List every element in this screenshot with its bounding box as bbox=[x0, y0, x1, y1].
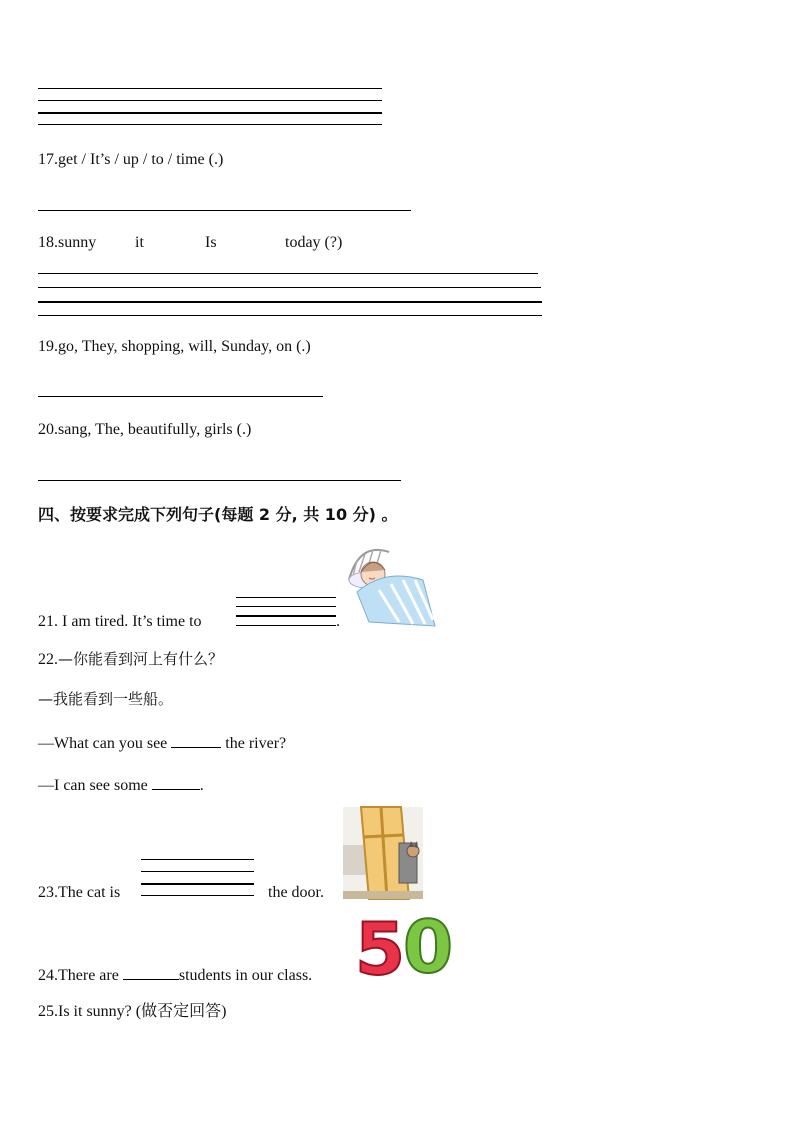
answer-line-20[interactable] bbox=[38, 480, 401, 481]
blank-input[interactable] bbox=[123, 965, 179, 980]
answer-line-21[interactable] bbox=[236, 625, 336, 626]
answer-line-17[interactable] bbox=[38, 210, 411, 211]
answer-line-23[interactable] bbox=[141, 871, 254, 872]
word-1: sunny bbox=[58, 234, 97, 251]
sentence-part: —I can see some bbox=[38, 777, 152, 794]
question-20 bbox=[38, 421, 251, 439]
period: . bbox=[336, 613, 340, 630]
chinese-question: —你能看到河上有什么？ bbox=[58, 650, 224, 668]
question-text: get / It’s / up / to / time (.) bbox=[58, 151, 224, 168]
sentence-end: the door. bbox=[268, 884, 324, 901]
answer-line[interactable] bbox=[38, 124, 382, 125]
girl-sleeping-in-bed-icon bbox=[345, 540, 435, 630]
answer-line-23[interactable] bbox=[141, 859, 254, 860]
question-text: The cat is bbox=[58, 884, 121, 901]
answer-line-23[interactable] bbox=[141, 883, 254, 885]
question-number: 25. bbox=[38, 1003, 58, 1020]
digit-5: 5 bbox=[355, 907, 406, 991]
chinese-answer: —我能看到一些船。 bbox=[38, 690, 174, 708]
question-number: 23. bbox=[38, 884, 58, 901]
blank-input[interactable] bbox=[171, 733, 221, 748]
question-number: 18. bbox=[38, 234, 58, 251]
question-text: Is it sunny? (做否定回答) bbox=[58, 1003, 227, 1020]
question-number: 22. bbox=[38, 651, 58, 668]
sentence-part: . bbox=[199, 777, 204, 794]
question-18-number bbox=[38, 234, 96, 252]
answer-line[interactable] bbox=[38, 100, 382, 101]
section-4-title: 四、按要求完成下列句子(每题 2 分, 共 10 分) 。 bbox=[38, 505, 398, 524]
word-4: today (?) bbox=[285, 234, 343, 251]
question-number: 17. bbox=[38, 151, 58, 168]
question-22-english bbox=[38, 733, 286, 753]
answer-22-english bbox=[38, 775, 204, 795]
question-text: I am tired. It’s time to bbox=[58, 613, 202, 630]
digit-0: 0 bbox=[403, 905, 454, 989]
sentence-part: —What can you see bbox=[38, 735, 172, 752]
number-50-icon bbox=[355, 905, 455, 991]
question-text: sang, The, beautifully, girls (.) bbox=[58, 421, 252, 438]
question-number: 19. bbox=[38, 338, 58, 355]
answer-line-21[interactable] bbox=[236, 597, 336, 598]
word-2: it bbox=[135, 234, 144, 251]
sentence-part: There are bbox=[58, 967, 123, 984]
word-3: Is bbox=[205, 234, 217, 251]
answer-line-18[interactable] bbox=[38, 301, 542, 303]
question-number: 21. bbox=[38, 613, 58, 630]
question-24 bbox=[38, 965, 312, 985]
sentence-part: students in our class. bbox=[178, 967, 313, 984]
sentence-part: the river? bbox=[221, 735, 287, 752]
answer-line-19[interactable] bbox=[38, 396, 323, 397]
question-text: go, They, shopping, will, Sunday, on (.) bbox=[58, 338, 311, 355]
answer-line-23[interactable] bbox=[141, 895, 254, 896]
answer-line-18[interactable] bbox=[38, 287, 541, 288]
question-21 bbox=[38, 613, 202, 631]
question-19 bbox=[38, 338, 311, 356]
question-22-chinese bbox=[38, 650, 223, 669]
answer-line-18[interactable] bbox=[38, 315, 542, 316]
answer-line-21[interactable] bbox=[236, 606, 336, 607]
question-23 bbox=[38, 884, 120, 902]
answer-line[interactable] bbox=[38, 88, 382, 89]
question-17 bbox=[38, 151, 223, 169]
question-number: 24. bbox=[38, 967, 58, 984]
question-25 bbox=[38, 1003, 226, 1021]
cat-behind-door-icon bbox=[343, 807, 423, 899]
answer-line[interactable] bbox=[38, 112, 382, 114]
blank-input[interactable] bbox=[152, 775, 200, 790]
question-number: 20. bbox=[38, 421, 58, 438]
answer-line-21[interactable] bbox=[236, 615, 336, 617]
answer-line-18[interactable] bbox=[38, 273, 538, 274]
